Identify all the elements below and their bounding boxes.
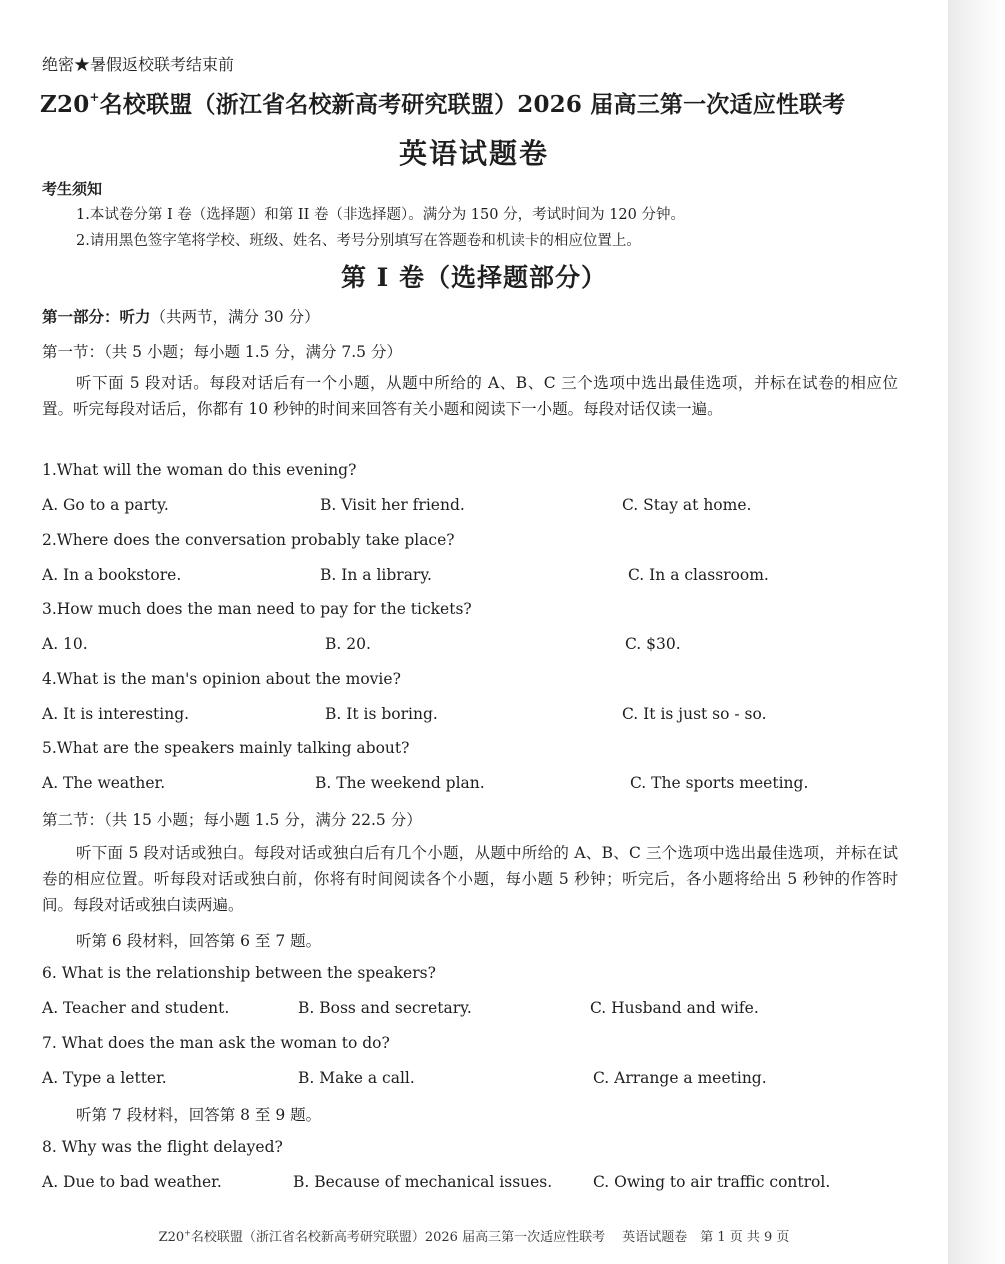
option-c: C. Owing to air traffic control.: [593, 1173, 831, 1191]
confidential-label: 绝密★暑假返校联考结束前: [42, 55, 235, 74]
part-heading: [42, 305, 320, 327]
title-rest: 名校联盟（浙江省名校新高考研究联盟）2026 届高三第一次适应性联考: [99, 91, 846, 118]
question-text: 8. Why was the flight delayed?: [42, 1138, 283, 1156]
option-c: C. Husband and wife.: [590, 999, 759, 1017]
question-text: 2.Where does the conversation probably take place?: [42, 531, 455, 549]
material-note: 听第 7 段材料，回答第 8 至 9 题。: [76, 1106, 322, 1124]
option-b: B. 20.: [325, 635, 371, 653]
section-instructions: 听下面 5 段对话。每段对话后有一个小题，从题中所给的 A、B、C 三个选项中选出最佳选项，并标在试卷的相应位置。听完每段对话后，你都有 10 秒钟的时间来回答有关小题和阅读下一小题。每段对话仅读一遍。: [42, 374, 898, 418]
option-b: B. The weekend plan.: [315, 774, 485, 792]
option-a: A. Teacher and student.: [42, 999, 230, 1017]
volume-title: 第 I 卷（选择题部分）: [340, 263, 608, 292]
option-a: A. The weather.: [42, 774, 166, 792]
part-heading-rest: （共两节，满分 30 分）: [150, 308, 320, 326]
subject-title: 英语试题卷: [398, 137, 549, 170]
option-b: B. Visit her friend.: [320, 496, 465, 514]
option-c: C. $30.: [625, 635, 681, 653]
title-prefix: Z20: [40, 91, 90, 118]
footer-prefix: Z20: [158, 1230, 185, 1245]
footer-superscript: +: [184, 1228, 191, 1238]
notice-heading: 考生须知: [42, 180, 103, 198]
question-text: 3.How much does the man need to pay for the tickets?: [42, 600, 472, 618]
question-text: 1.What will the woman do this evening?: [42, 461, 357, 479]
option-c: C. It is just so - so.: [622, 705, 767, 723]
notice-item: 1.本试卷分第 I 卷（选择题）和第 II 卷（非选择题）。满分为 150 分，考试时间为 120 分钟。: [76, 207, 685, 223]
material-note: 听第 6 段材料，回答第 6 至 7 题。: [76, 932, 322, 950]
option-c: C. In a classroom.: [628, 566, 769, 584]
option-b: B. Make a call.: [298, 1069, 415, 1087]
page-footer: [0, 1226, 948, 1245]
option-b: B. In a library.: [320, 566, 432, 584]
title-superscript: +: [89, 90, 100, 105]
notice-item: 2.请用黑色签字笔将学校、班级、姓名、考号分别填写在答题卷和机读卡的相应位置上。: [76, 233, 641, 249]
option-a: A. It is interesting.: [42, 705, 190, 723]
option-a: A. Type a letter.: [42, 1069, 167, 1087]
option-c: C. Stay at home.: [622, 496, 752, 514]
question-text: 4.What is the man's opinion about the movie?: [42, 670, 401, 688]
option-c: C. Arrange a meeting.: [593, 1069, 767, 1087]
question-text: 6. What is the relationship between the speakers?: [42, 964, 436, 982]
option-a: A. Due to bad weather.: [42, 1173, 222, 1191]
option-a: A. Go to a party.: [42, 496, 169, 514]
option-a: A. 10.: [42, 635, 88, 653]
option-b: B. Because of mechanical issues.: [293, 1173, 553, 1191]
option-c: C. The sports meeting.: [630, 774, 809, 792]
section-heading: 第二节：（共 15 小题；每小题 1.5 分，满分 22.5 分）: [42, 811, 422, 829]
part-heading-bold: 第一部分：听力: [42, 307, 151, 326]
option-b: B. It is boring.: [325, 705, 438, 723]
footer-text: 名校联盟（浙江省名校新高考研究联盟）2026 届高三第一次适应性联考 英语试题卷 第 1 页 共 9 页: [190, 1230, 790, 1245]
page-edge-shadow: [948, 0, 1005, 1264]
option-a: A. In a bookstore.: [42, 566, 182, 584]
question-text: 7. What does the man ask the woman to do?: [42, 1034, 390, 1052]
section-instructions: 听下面 5 段对话或独白。每段对话或独白后有几个小题，从题中所给的 A、B、C 三个选项中选出最佳选项，并标在试卷的相应位置。听每段对话或独白前，你将有时间阅读各个小题，每小题 5 秒钟；听完后，各小题将给出 5 秒钟的作答时间。每段对话或独白读两遍。: [42, 844, 898, 914]
option-b: B. Boss and secretary.: [298, 999, 472, 1017]
exam-title: [40, 86, 846, 119]
question-text: 5.What are the speakers mainly talking about?: [42, 739, 410, 757]
section-heading: 第一节：（共 5 小题；每小题 1.5 分，满分 7.5 分）: [42, 343, 402, 361]
